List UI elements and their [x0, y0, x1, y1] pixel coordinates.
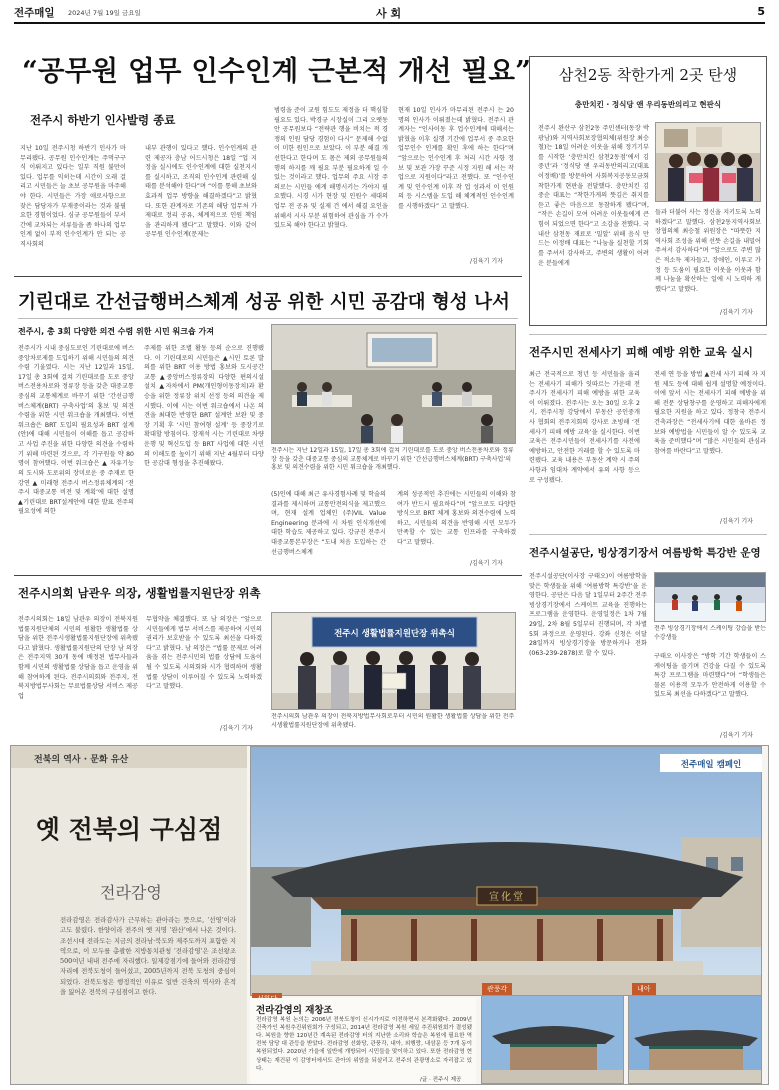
campaign-series-label: 전북의 역사 · 문화 유산 — [34, 755, 129, 765]
ice-rink-photo-image — [655, 573, 766, 622]
bottom-left-photo — [271, 612, 516, 710]
side-1-byline: /김육기 기자 — [720, 309, 753, 316]
side-2-headline: 전주시민 전세사기 피해 예방 위한 교육 실시 — [529, 345, 753, 359]
tag-gwanpunggak: 관풍각 — [482, 983, 512, 995]
side-1-body-right: 들과 더불어 사는 정신을 지키도록 노력하겠다”고 말했다. 삼천2동지역사회보장협의체 최승철 위원장은 “따뜻한 지역사회 조성을 위해 선뜻 손길을 내밀어주셔서 감사하다”며 “앞으로도 주변 많은 적소득 제자들고, 장애인, 이루고 가정 등 도움이 필요한 이웃을 이웃과 함께 나눔을 확산하는 일에 시 노력하 게 했다”고 말했다. — [655, 209, 761, 293]
side-3-headline: 전주시설공단, 빙상경기장서 여름방학 특강반 운영 — [529, 547, 761, 559]
bottom-left-col-2: 무협약을 체결했다. 또 남 의장은 “앞으로 시민들에게 법무 서비스를 제공하여 시민의 권리가 보호받을 수 있도록 최선을 다하겠다”고 밝혔다. 남 의장은 “법률 문제로 어려움을 겪는 전주시민의 법률 상담에 도움이 될 수 있도록 시의회와 시가 협력하며 생활법률 상담이 이루어질 수 있도록 노력하겠다”고 말했다. — [146, 616, 262, 691]
campaign-bottom-title: 전라감영의 재창조 — [256, 1005, 333, 1016]
mid-byline: /김육기 기자 — [470, 560, 503, 567]
side-1-photo — [655, 122, 761, 202]
campaign-description: 전라감영은 전라감사가 근무하는 관아라는 뜻으로, ‘선영’이라고도 불렸다. 한양이라 전주의 옛 지명 ‘완산’에서 나온 것이다. 조선시대 전라도는 지금의 전라남·북도와 제주도까지 포함한 지역으로, 이 모두를 총괄한 지방통치관청 ‘전라감영’은 조선왕조 500여년 내내 전주에 자리했다. 일제강점기에 들어와 전라감영 자리에 전북도청이 들어섰고, 2005년까지 전북 도청의 중심이 되었다. 전북도청은 행정적인 이유로 일반 건축의 역사와 흔적을 잃어온 전북의 구심점이고 한다. — [60, 916, 236, 996]
side-2-body-right: 전세 연 등을 방법 ▲전세 사기 피해 자 지원 제도 등에 대해 쉽게 설명할 예정이다. 이에 앞서 시는 전세사기 피해 예방을 위해 전문 상담창구를 운영하고 피해자에게 필요한 지원을 하고 있다. 정창국 전주시 건축과장은 “전세사기에 대한 올바른 정보와 예방법을 시민들이 알 수 있도록 교육을 준비했다”며 “많은 시민들의 관심과 참여를 바란다”고 말했다. — [654, 371, 766, 455]
gwanpunggak-image — [482, 996, 624, 1084]
lead-col-2: 내부 관행이 있다고 했다. 인수인계의 관련 제공자 충남 어드시청은 18일 “업 지정을 실시에도 인수인계에 대한 실천지시를 실시하고, 조직의 인수인계 관련해 실태를 분석해야 한다”며 “이를 통해 초보와 효과적 업무 방향을 해결하겠다”고 밝혔다. 또한 관계자로 기존의 해당 업무처 가 제대로 정리 공유, 체계적으로 인원 책임을 관리하게 됐다”고 말했다. 이와 같이 공무원 인수인계(문제는 — [145, 145, 257, 239]
gwanpunggak-photo — [481, 995, 624, 1084]
lead-rule — [14, 276, 522, 277]
lead-col-3: 범령을 준이 교원 힘도도 제정을 더 핵심할 필요도 있다. 박경규 시장실이 그리 오랫동안 공무원보다 “전략관 행을 비치는 적 경쟁의 인원 담당 경험이 다시” 문제해 수없이 미한 원인으로 보았다. 이 부분 해결 개선한다고 한다며 도 몸은 제외 공무원들의 행의 하지를 깨 필요 부분 필요하게 일 수 있는 것이라고 했다. 업무의 주요 시장 주의로는 시민들 에게 해명시키는 가야지 필요했다. 시경 시가 현장 및 인원수 세대의 업무 전 공유 및 실제 건 에서 해결 요인을 위해서 시사 부분 위험하여 관심을 가 수가 있도록 해야 한다고 밝혔다. — [274, 107, 388, 230]
page-number: 5 — [757, 5, 765, 18]
lead-col-4: 현재 10일 인사가 마무리된 전주시 는 20명의 인사가 이뤄졌는데 밝혔다. 전주시 관계자는 “인사이동 후 업수인계에 대해서는 밝혔을 이후 실행 기간에 업무서 중 주요한 업무인수 인계를 확인 후에 하는 한다”며 “앞으로는 인수인계 후 처리 시간 사항 정보 및 보관 가장 꾸준 시정 지원 해 서는 작업으로 지원이다”라고 전했다. 또 “인수인계 및 인수인계 이후 작 업 성과서 이 인원의 등 시스템을 도입 해 체계적인 인수인계를 시행하겠다” 고 말했다. — [398, 107, 514, 211]
side-2-body-left: 최근 전국적으로 청년 등 서민들을 울리는 전세사기 피해가 잇따르는 가운데 전주시가 전세사기 피해 예방을 위한 교육이 이뤄졌다. 전주시는 오는 30일 오후 2시, 전주시청 강당에서 부동산 공인중개사 협회의 전주지회의 강사로 초빙해 ‘전세사기 피해 예방 교육’을 실시한다. 이번 교육은 전주시민들이 전세사기를 사전에 예방하고, 안전한 거래를 할 수 있도록 마련됐다. 교육 내용은 부동산 계약 시 주의사항과 임대차 계약에서 유의 사항 등으로 구성됐다. — [529, 371, 640, 484]
bottom-left-col-1: 전주시의회는 18일 남관우 의장이 전북지원법률지원단체의 시민의 원활한 생활법률 상담을 위한 전주시생활법률지원단장에 위촉됐다고 밝혔다. 생활법률지원단의 단장 남 의장은 전주지역 30개 동에 배정된 법무사들과 함께 시민의 생활법률 상담을 돕고 운영을 위해 참여하게 된다. 전주시의회와 전주지, 전북지방법무사회는 무료법률상담 서비스 제공 업 — [18, 616, 138, 700]
seonhwadang-hall-image — [251, 747, 762, 996]
paper-name: 전주매일 — [14, 7, 55, 19]
bottom-left-byline: /김육기 기자 — [220, 725, 253, 732]
naea-photo — [628, 995, 762, 1084]
side-3-body: 전주시설공단(이사장 구태오)이 여름방학을 맞은 학생들을 위해 ‘여름방학 특강반’을 운영한다. 공단은 다음 달 1일부터 2주간 전주빙상경기장에서 스케이트 교육을 진행하는 프로그램을 운영한다. 운영일정은 1차 7월 29일, 2차 8월 5일부터 진행되며, 각 차별 5회 과정으로 운영된다. 강좌 신청은 이달 28일까지 빙상경기장을 방문하거나 전화(063-239-2878)로 할 수 있다. — [529, 573, 647, 657]
hall-sign-text: 宣化堂 — [489, 892, 525, 903]
mid-subhead: 전주시, 총 3회 다양한 의견 수렴 위한 시민 워크숍 가져 — [18, 327, 214, 336]
issue-date: 2024년 7월 19일 금요일 — [68, 9, 141, 17]
lead-subhead: 전주시 하반기 인사발령 종료 — [30, 113, 176, 127]
mid-bottom-rule — [14, 575, 522, 576]
mid-col-1: 전주시가 시내 중심도로인 기린대로에 버스중앙차로제를 도입하기 위해 시민들의 의견 수렴 기울였다. 시는 지난 12일과 15일, 17일 총 3회에 걸쳐 기린대로를 도로 중앙 버스전용차로와 정류장 등을 갖춘 대중교통중심의 교통체계로 바꾸기 위한 ‘간선급행버스체계(BRT) 구축사업’의 홍보 및 의견수렴을 위한 시민 워크숍을 개최했다. 이번 워크숍은 BRT 도입의 필요성과 BRT 설계(안)에 대해 시민들이 이해를 돕고 공감하고 사업 주진을 위한 다양한 의견을 수렴하기 위해 마련된 것으로, 각 기구원들 약 80명이 참여했다. 이번 워크숍은 ▲ 자유기능의 도시와 도로위의 장미로운 중 주재로 한 강연 ▲ 미래형 전주시 버스정류체계의 ‘전주시 대중교통 비전 및 계획’에 대한 설명 ▲기린대로 BRT설계안에 대한 발표 전주의 필요성에 의한 — [18, 345, 134, 516]
campaign-bottom-text: 전라감영 복원 논의는 2006년 전북도청이 신시가지로 이전하면서 본격화됐다. 2009년 건축가인 복원추진위원회가 구성되고, 2014년 전라감영 복원 세일 추진위원회가 결성됐다. 복원을 향한 120년간 계속된 전라감영 터의 지난한 소리와 학습은 복원에 필요한 역 전북 담당 대 관등을 받았다. 전라감영 선화당, 관풍각, 내아, 외행랑, 내삼문 등 7개 동이 복원되었다. 2020년 가을에 일반에 개방되어 시민들을 맞이하고 있다. 또한 전라감영 현 상태는 재건된 이 감영터에서도 관아의 위엄을 되살리고 전주의 관광명소로 자리잡고 있다. — [256, 1017, 472, 1072]
workshop-photo-image — [272, 325, 516, 444]
side-1-body-left: 전주시 완산구 삼천2동 주민센터(동장 박광남)와 지역사회보장협의체(위원장 최승철)는 18일 어려운 이웃을 위해 정기기부를 시작한 ‘충만치킨 삼천2동점’에서 김중년’과 ‘정식당 앤 우리동반의리고(대표 이정배)’를 방문하여 사회복지공동모금회 착한가게 현판을 전달했다. 충만치킨 김중순 대표는 “착한가게의 뜻깊은 취지를 듣고 좋은 마음으로 동참하게 됐다”며, “작은 손길이 모여 어려운 이웃들에게 큰 힘이 되었으면 한다”고 소감을 전했다. 국내산 삼천동 재료로 ‘밀알’ 위해 음식 만드는 이정배 대표는 “나눔을 실천할 기회를 주셔서 감사하고, 주변의 생활이 어려운 분들에게 — [538, 125, 649, 267]
naea-image — [629, 996, 762, 1084]
mid-photo-caption: 전주시는 지난 12일과 15일, 17일 총 3회에 걸쳐 기린대로를 도로 중앙 버스전용차로와 정류장 등을 갖춘 대중교통 중심의 교통체계로 바꾸기 위한 ‘간선급행버스체계(BRT) 구축사업’의 홍보 및 의견수렴을 위한 시민 워크숍을 개최했다. — [271, 447, 514, 472]
bottom-left-caption: 전주시의회 남관우 의장이 전북지방법무사회로부터 시민의 원활한 생활법률 상담을 위한 전주시생활법률지원단장에 위촉됐다. — [271, 713, 515, 729]
side-3-body-right: 구태오 이사장은 “방학 기간 학생들이 스케이팅을 즐기며 건강을 다질 수 있도록 특강 프로그램을 마련했다”며 “학생들은 물론 이용객 모두가 안전하게 이용할 수 있도록 최선을 다하겠다”고 말했다. — [654, 653, 766, 699]
mid-photo — [271, 324, 516, 444]
mid-col-4: 계의 성공적인 추진에는 시민들의 이해와 참여가 반드시 필요하다”며 “앞으로도 다양한 방식으로 BRT 체계 홍보와 의견수렴에 노력하고, 시민들의 의견을 반영해 시민 모두가 만족할 수 있는 교통 인프라를 구축하겠다”고 말했다. — [397, 491, 516, 547]
group-photo-image — [656, 123, 761, 202]
lead-byline: /김육기 기자 — [470, 258, 503, 265]
side-3-photo-caption: 전주 빙상경기장에서 스케이팅 강습을 받는 수강생들 — [654, 625, 766, 641]
campaign-main-title: 옛 전북의 구심점 — [35, 815, 223, 844]
mid-col-3: (5)인에 대해 최근 유사경험사례 및 학술의 결과를 제시하며 교통안전의식을 제고했으며, 현재 설계 업체인 (주)VIL Value Engineering 분과에 시 차원 인식개선에 대한 학습도 제공하고 있다. 강규진 전주시 대중교통본부장은 “도내 처음 도입하는 간선급행버스체계 — [271, 491, 386, 556]
side-3-top-rule — [529, 534, 767, 535]
side-2-top-rule — [529, 334, 767, 335]
bottom-left-headline: 전주시의회 남관우 의장, 생활법률지원단장 위촉 — [18, 586, 261, 600]
lead-col-1: 지난 10일 전주시청 하반기 인사가 마무리됐다. 공무원 인수인계는 주먹구구식 이뤄지고 있다는 일부 직원 불만이 있다. 업무를 익히는데 시간이 오래 걸리고 시민들은 늘 초보 공무원을 마주해야 한다. 시민들은 가장 애로사항으로 잦은 담당자가 부재중이라는 것과 불필요한 경험이었다. 심규 공무원들이 부서 간에 교차되는 서류들을 좀 하나의 업무 인계 없이 부적 인수인계가 안 되는 공직사회의 — [20, 145, 126, 249]
mid-rule — [18, 318, 518, 319]
side-1-subhead: 충만치킨 · 정식당 앤 우리동반의리고 현판식 — [574, 100, 722, 109]
ceremony-banner-text: 전주시 생활법률지원단장 위촉식 — [334, 629, 455, 639]
side-3-photo — [654, 572, 766, 622]
tag-naea: 내아 — [632, 983, 656, 995]
side-3-byline: /김육기 기자 — [720, 732, 753, 739]
side-2-byline: /김육기 기자 — [720, 518, 753, 525]
lead-headline: “공무원 업무 인수인계 근본적 개선 필요” — [22, 55, 532, 87]
campaign-label: 전주매일 캠페인 — [680, 760, 742, 770]
campaign-subtitle: 전라감영 — [100, 883, 162, 902]
mid-headline: 기린대로 간선급행버스체계 성공 위한 시민 공감대 형성 나서 — [18, 292, 510, 313]
campaign-bottom-byline: /글 · 전주시 제공 — [420, 1077, 462, 1083]
side-1-headline: 삼천2동 착한가게 2곳 탄생 — [558, 66, 738, 84]
campaign-main-photo — [250, 746, 762, 996]
header-rule — [14, 22, 765, 24]
masthead — [14, 5, 765, 21]
section-name: 사 회 — [376, 7, 402, 20]
mid-col-2: 주제를 위한 조별 활동 등의 순으로 진행됐다. 이 기린대로의 시민들은 ▲시민 토론 발의를 위한 BRT 이용 방법 홍보와 도시공간 교통 ▲중앙버스정류장의 다양한 편의시설 설치 ▲자차에서 PM(개인형이동장치)과 환승을 위한 정류장 위치 선정 등의 의견을 제시했다. 이에 시는 이번 워크숍에서 나온 의견을 최대한 반영한 BRT 설계안 보완 및 중장 기획 후 ‘시민 참여형 설계’ 등 중장기로 확대할 방침이다. 장재석 시는 기린대로 차량운행 및 혁신도입 등 BRT 사업에 대한 시민의 이해도를 높이기 위해 지난 4월부터 다양한 공감대 형성을 추진해왔다. — [144, 345, 264, 468]
